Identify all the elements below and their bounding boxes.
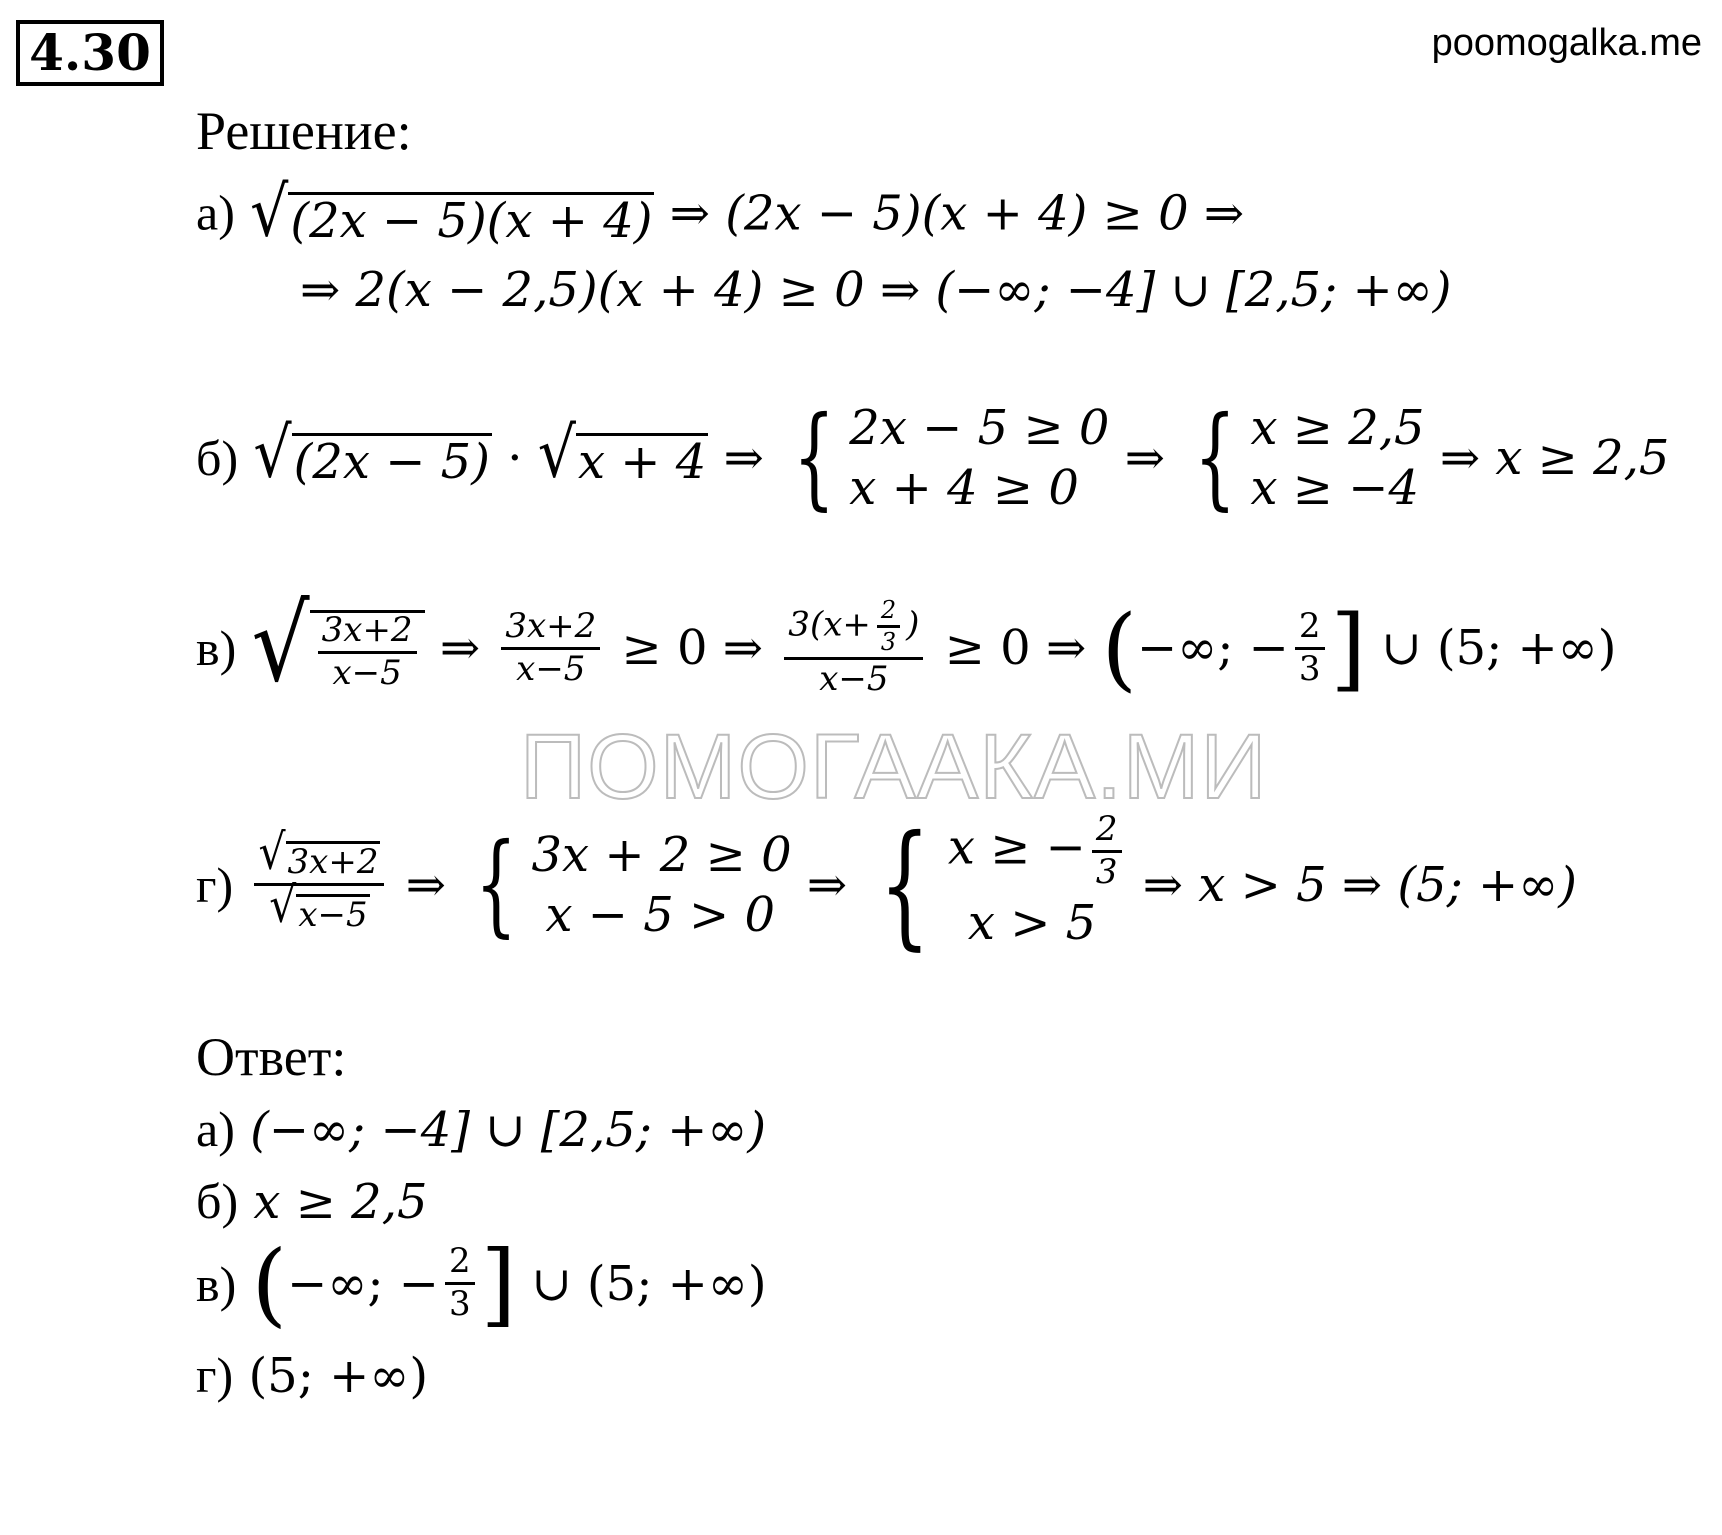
sqrt-b2: √ x + 4 <box>537 413 707 494</box>
answer-g <box>196 1347 429 1404</box>
numerator: 2 <box>1295 609 1325 650</box>
solution-a-line1 <box>196 172 1245 253</box>
result-g: ⇒ x > 5 ⇒ (5; +∞) <box>1142 856 1577 913</box>
radicand: 3x+2 <box>287 841 379 882</box>
arrow: ⇒ <box>1124 430 1165 486</box>
radicand-b1: (2x − 5) <box>293 434 490 491</box>
two-thirds <box>1092 809 1122 892</box>
numerator: 3x+2 <box>318 613 417 654</box>
arrow: ⇒ <box>405 856 446 913</box>
result-b: ⇒ x ≥ 2,5 <box>1439 430 1670 486</box>
label-b: б) <box>196 430 239 486</box>
fraction <box>318 610 417 694</box>
solution-heading: Решение: <box>196 101 412 161</box>
radicand-b2: x + 4 <box>577 434 707 491</box>
answer-a-value: (−∞; −4] ∪ [2,5; +∞) <box>250 1102 767 1158</box>
fraction <box>501 605 600 689</box>
problem-number: 4.30 <box>16 20 164 86</box>
sqrt-a: √ (2x − 5)(x + 4) <box>250 172 653 253</box>
system-b2: { x ≥ 2,5 x ≥ −4 <box>1194 393 1425 522</box>
answer-v: в) (−∞; − $\frac{2}{3}$ ] ∪ (5; +∞) <box>196 1230 767 1337</box>
radicand-a: (2x − 5)(x + 4) <box>290 193 653 249</box>
label-v: в) <box>196 620 237 677</box>
arrow: ⇒ <box>806 856 848 913</box>
ge-zero: ≥ 0 ⇒ <box>621 620 764 677</box>
arrow: ⇒ <box>439 620 481 677</box>
arrow: ⇒ <box>723 430 764 486</box>
two-thirds <box>445 1241 475 1325</box>
solution-b <box>196 393 1670 522</box>
label-g: г) <box>196 1347 234 1403</box>
a-rest: ⇒ (2x − 5)(x + 4) ≥ 0 ⇒ <box>669 185 1245 242</box>
x-plus: x+ <box>823 604 871 645</box>
interval-open: −∞; − <box>287 1255 439 1312</box>
answer-a <box>196 1101 767 1158</box>
label-a: а) <box>196 1101 235 1157</box>
system-b1: { 2x − 5 ≥ 0 x + 4 ≥ 0 <box>793 393 1110 522</box>
sqrt-b1: √ (2x − 5) <box>253 413 490 494</box>
system-g2: { x ≥ − $\frac{2}{3}$ x > 5 <box>862 812 1127 958</box>
site-url: poomogalka.me <box>1431 22 1702 64</box>
watermark: ПОМОГААКА.МИ <box>520 716 1268 818</box>
dot: · <box>507 430 523 486</box>
denominator: x−5 <box>819 659 889 700</box>
system-line: x + 4 ≥ 0 <box>849 460 1079 516</box>
numerator: 2 <box>1092 812 1122 853</box>
system-line: x − 5 > 0 <box>545 886 776 943</box>
system-line: x ≥ −4 <box>1250 460 1419 516</box>
numerator: 2 <box>445 1244 475 1285</box>
interval-open: −∞; − <box>1137 620 1289 677</box>
denominator: 3 <box>1298 648 1321 689</box>
numerator: 3x+2 <box>501 609 600 650</box>
denominator: 3 <box>448 1284 471 1325</box>
radicand: x−5 <box>298 895 368 936</box>
factored-fraction: 3(x+ $\frac{2}{3}$ ) x−5 <box>784 598 923 698</box>
solution-g <box>196 805 1577 963</box>
system-line: x ≥ − <box>947 819 1086 876</box>
system-g1: { 3x + 2 ≥ 0 x − 5 > 0 <box>475 820 792 949</box>
denominator: x−5 <box>332 653 402 694</box>
union-rest: ∪ (5; +∞) <box>1381 620 1617 677</box>
system-line: x ≥ 2,5 <box>1250 400 1425 456</box>
label-v: в) <box>196 1255 237 1312</box>
label-a: а) <box>196 184 235 241</box>
coef: 3 <box>788 604 810 645</box>
system-line: 2x − 5 ≥ 0 <box>849 400 1110 456</box>
two-thirds <box>1295 605 1325 689</box>
solution-a-line2: ⇒ 2(x − 2,5)(x + 4) ≥ 0 ⇒ (−∞; −4] ∪ [2,5; +∞) <box>300 262 1452 318</box>
denominator: 3 <box>880 628 897 657</box>
sqrt-v: √ $\frac{3x+2}{x-5}$ <box>252 604 425 691</box>
numerator: 2 <box>877 598 900 628</box>
solution-v: в) √ $\frac{3x+2}{x-5}$ ⇒ $\frac{3x+2}{x-5}$ ≥ 0 ⇒ 3(x+ $\frac{2}{3}$ ) x−5 ≥ 0 ⇒ (−∞; − $\frac{2}{3}$ ] ∪ (5; +∞) <box>196 582 1617 706</box>
answer-g-value: (5; +∞) <box>248 1348 429 1404</box>
label-g: г) <box>196 856 234 913</box>
system-line: 3x + 2 ≥ 0 <box>531 826 792 883</box>
answer-b <box>196 1173 428 1230</box>
answer-heading: Ответ: <box>196 1027 347 1087</box>
denominator: 3 <box>1095 851 1118 892</box>
two-thirds <box>877 598 900 655</box>
answer-b-value: x ≥ 2,5 <box>253 1174 428 1230</box>
union-rest: ∪ (5; +∞) <box>531 1255 767 1312</box>
root-fraction: √ 3x+2 √ x−5 <box>254 835 384 935</box>
ge-zero: ≥ 0 ⇒ <box>944 620 1087 677</box>
system-line: x > 5 <box>967 895 1097 952</box>
denominator: x−5 <box>516 648 586 689</box>
label-b: б) <box>196 1173 239 1229</box>
